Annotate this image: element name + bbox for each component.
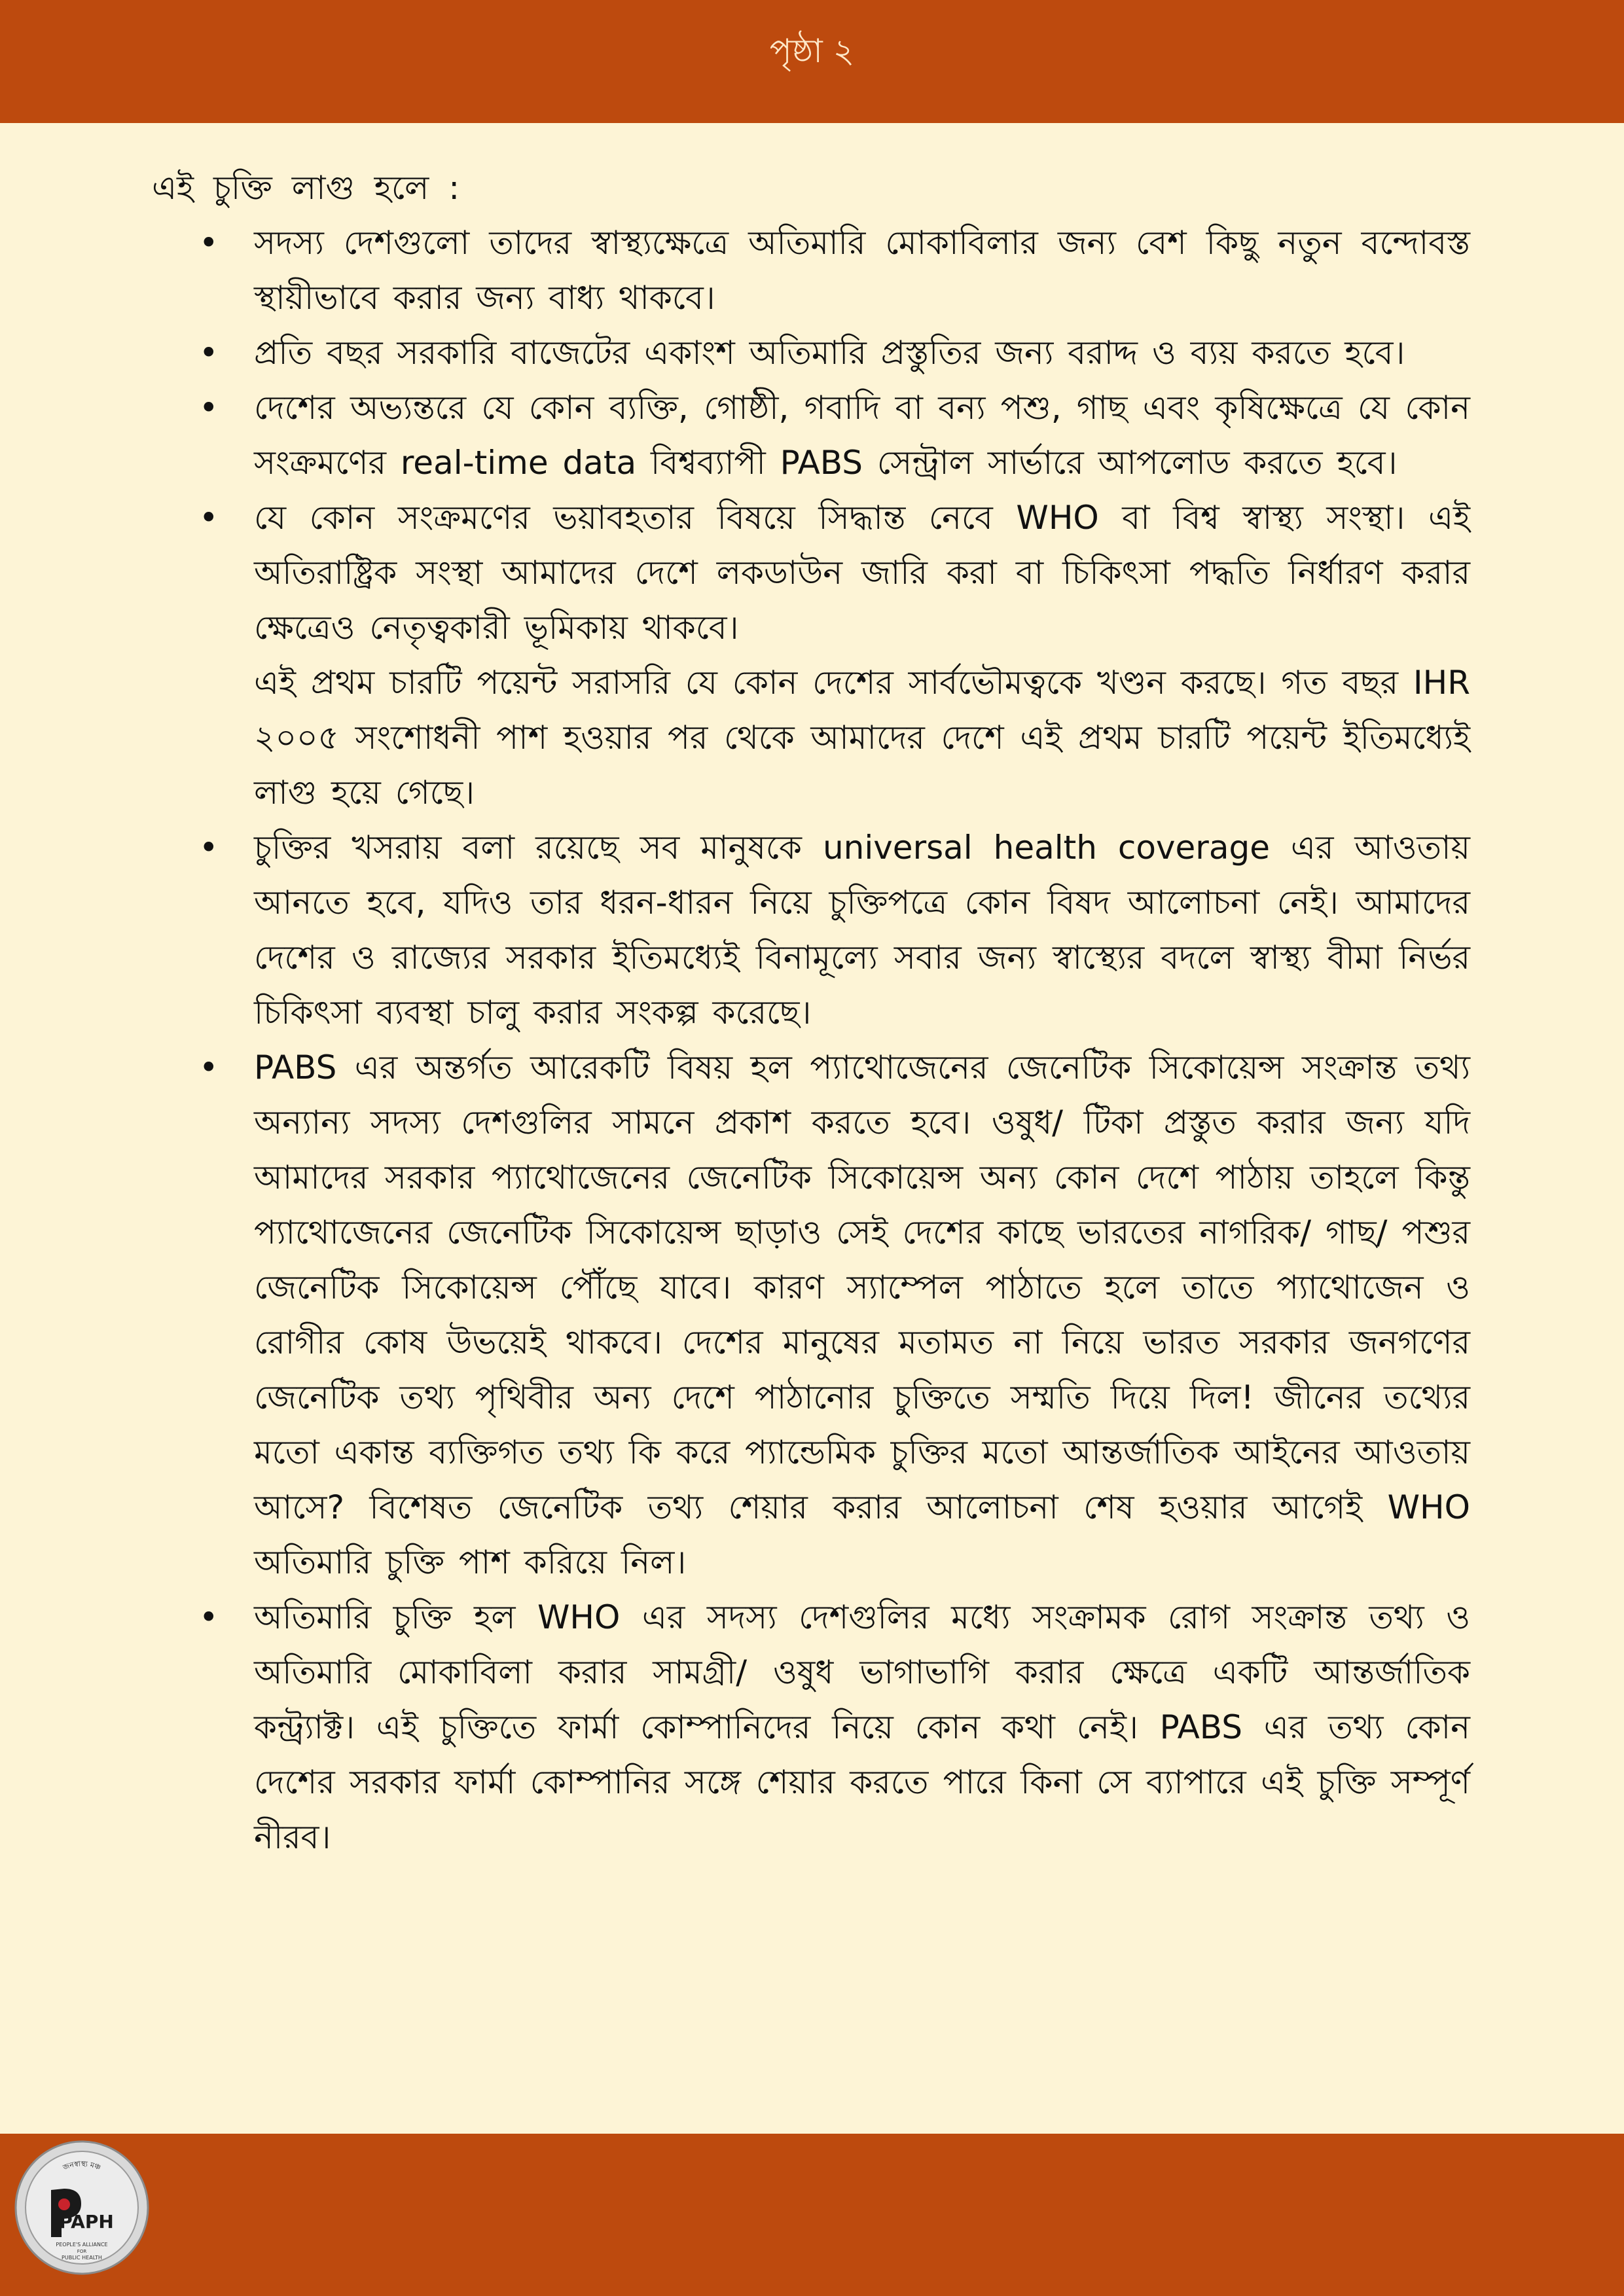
bullet-icon: • bbox=[199, 1598, 219, 1636]
intro-heading: এই চুক্তি লাগু হলে : bbox=[152, 169, 460, 207]
list-item-text: চুক্তির খসরায় বলা রয়েছে সব মানুষকে universal health coverage এর আওতায় আনতে হবে, যদিও তার ধরন-ধারন নিয়ে চুক্তিপত্রে কোন বিষদ আলোচনা নেই। আমাদের দেশের ও রাজ্যের সরকার ইতিমধ্যেই বিনামূল্যে সবার জন্য স্বাস্থ্যের বদলে স্বাস্থ্য বীমা নির্ভর চিকিৎসা ব্যবস্থা চালু করার সংকল্প করেছে। bbox=[254, 829, 1470, 1031]
bullet-icon: • bbox=[199, 1049, 219, 1086]
bullet-list bbox=[0, 215, 1624, 1865]
bullet-icon: • bbox=[199, 224, 219, 262]
bullet-icon: • bbox=[199, 499, 219, 537]
list-item bbox=[0, 215, 1624, 325]
logo-caption-line1: PEOPLE'S ALLIANCE bbox=[56, 2242, 108, 2248]
paph-logo bbox=[13, 2139, 151, 2276]
logo-arc-text: জনস্বাস্থ্য মঞ্চ bbox=[62, 2159, 102, 2172]
list-item bbox=[0, 490, 1624, 820]
list-item-text: দেশের অভ্যন্তরে যে কোন ব্যক্তি, গোষ্ঠী, গবাদি বা বন্য পশু, গাছ এবং কৃষিক্ষেত্রে যে কোন সংক্রমণের real-time data বিশ্বব্যাপী PABS সেন্ট্রাল সার্ভারে আপলোড করতে হবে। bbox=[254, 389, 1470, 482]
list-item bbox=[0, 325, 1624, 380]
list-item-text: যে কোন সংক্রমণের ভয়াবহতার বিষয়ে সিদ্ধান্ত নেবে WHO বা বিশ্ব স্বাস্থ্য সংস্থা। এই অতিরাষ্ট্রিক সংস্থা আমাদের দেশে লকডাউন জারি করা বা চিকিৎসা পদ্ধতি নির্ধারণ করার ক্ষেত্রেও নেতৃত্বকারী ভূমিকায় থাকবে। bbox=[254, 499, 1470, 647]
logo-red-dot bbox=[58, 2198, 70, 2210]
bullet-icon: • bbox=[199, 389, 219, 427]
page-number: পৃষ্ঠা ২ bbox=[769, 32, 855, 70]
logo-caption-line3: PUBLIC HEALTH bbox=[62, 2255, 102, 2261]
list-item bbox=[0, 820, 1624, 1040]
header-band bbox=[0, 0, 1624, 123]
list-item-text: সদস্য দেশগুলো তাদের স্বাস্থ্যক্ষেত্রে অতিমারি মোকাবিলার জন্য বেশ কিছু নতুন বন্দোবস্ত স্থায়ীভাবে করার জন্য বাধ্য থাকবে। bbox=[254, 224, 1470, 317]
page-content bbox=[0, 123, 1624, 2134]
list-item bbox=[0, 380, 1624, 490]
list-item-note: এই প্রথম চারটি পয়েন্ট সরাসরি যে কোন দেশের সার্বভৌমত্বকে খণ্ডন করছে। গত বছর IHR ২০০৫ সংশোধনী পাশ হওয়ার পর থেকে আমাদের দেশে এই প্রথম চারটি পয়েন্ট ইতিমধ্যেই লাগু হয়ে গেছে। bbox=[254, 664, 1470, 812]
bullet-icon: • bbox=[199, 829, 219, 867]
logo-caption-line2: FOR bbox=[77, 2249, 87, 2254]
list-item-text: অতিমারি চুক্তি হল WHO এর সদস্য দেশগুলির মধ্যে সংক্রামক রোগ সংক্রান্ত তথ্য ও অতিমারি মোকাবিলা করার সামগ্রী/ ওষুধ ভাগাভাগি করার ক্ষেত্রে একটি আন্তর্জাতিক কন্ট্র্যাক্ট। এই চুক্তিতে ফার্মা কোম্পানিদের নিয়ে কোন কথা নেই। PABS এর তথ্য কোন দেশের সরকার ফার্মা কোম্পানির সঙ্গে শেয়ার করতে পারে কিনা সে ব্যাপারে এই চুক্তি সম্পূর্ণ নীরব। bbox=[254, 1598, 1470, 1856]
list-item-text: প্রতি বছর সরকারি বাজেটের একাংশ অতিমারি প্রস্তুতির জন্য বরাদ্দ ও ব্যয় করতে হবে। bbox=[254, 334, 1405, 372]
list-item bbox=[0, 1590, 1624, 1865]
bullet-icon: • bbox=[199, 334, 219, 372]
logo-monogram: PAPH bbox=[59, 2211, 114, 2233]
list-item-text: PABS এর অন্তর্গত আরেকটি বিষয় হল প্যাথোজেনের জেনেটিক সিকোয়েন্স সংক্রান্ত তথ্য অন্যান্য সদস্য দেশগুলির সামনে প্রকাশ করতে হবে। ওষুধ/ টিকা প্রস্তুত করার জন্য যদি আমাদের সরকার প্যাথোজেনের জেনেটিক সিকোয়েন্স অন্য কোন দেশে পাঠায় তাহলে কিন্তু প্যাথোজেনের জেনেটিক সিকোয়েন্স ছাড়াও সেই দেশের কাছে ভারতের নাগরিক/ গাছ/ পশুর জেনেটিক সিকোয়েন্স পৌঁছে যাবে। কারণ স্যাম্পেল পাঠাতে হলে তাতে প্যাথোজেন ও রোগীর কোষ উভয়েই থাকবে। দেশের মানুষের মতামত না নিয়ে ভারত সরকার জনগণের জেনেটিক তথ্য পৃথিবীর অন্য দেশে পাঠানোর চুক্তিতে সম্মতি দিয়ে দিল! জীনের তথ্যের মতো একান্ত ব্যক্তিগত তথ্য কি করে প্যান্ডেমিক চুক্তির মতো আন্তর্জাতিক আইনের আওতায় আসে? বিশেষত জেনেটিক তথ্য শেয়ার করার আলোচনা শেষ হওয়ার আগেই WHO অতিমারি চুক্তি পাশ করিয়ে নিল। bbox=[254, 1049, 1470, 1581]
list-item bbox=[0, 1040, 1624, 1590]
footer-band bbox=[0, 2134, 1624, 2296]
